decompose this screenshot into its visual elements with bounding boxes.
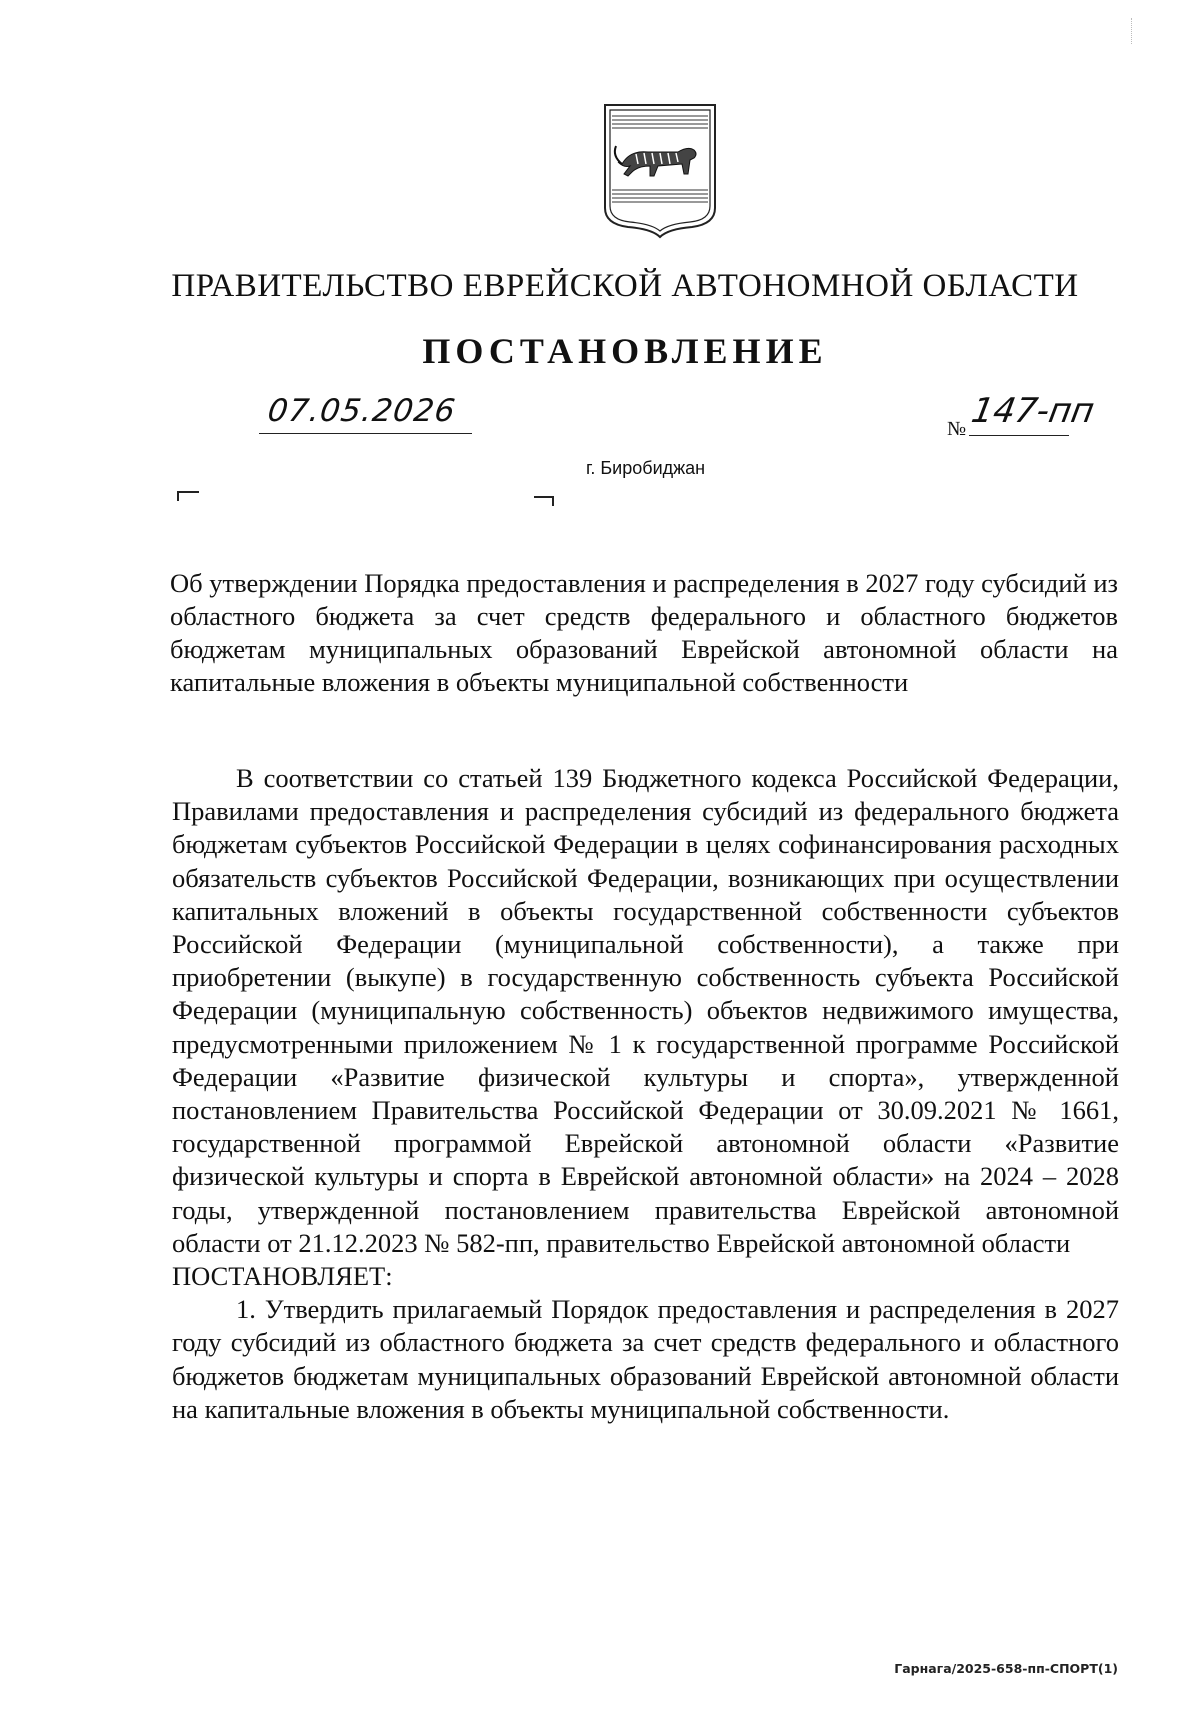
date-underline (259, 433, 472, 434)
document-body (172, 762, 1119, 1426)
scan-edge-mark (1131, 18, 1133, 44)
document-subject: Об утверждении Порядка предоставления и распределения в 2027 году субсидий из областного бюджета за счет средств федерального и областного бюджетов бюджетам муниципальных образований Еврейской автономной области на капитальные вложения в объекты муниципальной собственности (170, 568, 1118, 697)
preamble-paragraph: В соответствии со статьей 139 Бюджетного кодекса Российской Федерации, Правилами предоставления и распределения субсидий из федерального бюджета бюджетам субъектов Российской Федерации в целях софинансирования расходных обязательств субъектов Российской Федерации, возникающих при осуществлении капитальных вложений в объекты государственной собственности субъектов Российской Федерации (муниципальной собственности), а также при приобретении (выкупе) в государственную собственность субъекта Российской Федерации (муниципальную собственность) объектов недвижимого имущества, предусмотренными приложением № 1 к государственной программе Российской Федерации «Развитие физической культуры и спорта», утвержденной постановлением Правительства Российской Федерации от 30.09.2021 № 1661, государственной программой Еврейской автономной области «Развитие физической культуры и спорта в Еврейской автономной области» на 2024 – 2028 годы, утвержденной постановлением правительства Еврейской автономной области от 21.12.2023 № 582-пп, правительство Еврейской автономной области (172, 763, 1119, 1258)
subject-bracket-right (534, 496, 554, 506)
government-title: ПРАВИТЕЛЬСТВО ЕВРЕЙСКОЙ АВТОНОМНОЙ ОБЛАСТИ (171, 268, 1079, 304)
subject-bracket-left (177, 491, 199, 501)
number-underline (969, 435, 1069, 436)
city-label: г. Биробиджан (586, 458, 706, 478)
coat-of-arms-icon (602, 102, 718, 240)
footer-reference: Гарнага/2025-658-пп-СПОРТ(1) (894, 1661, 1118, 1676)
number-label: № (947, 418, 967, 440)
number-handwritten: 147-пп (968, 391, 1098, 431)
document-type: ПОСТАНОВЛЕНИЕ (422, 331, 828, 371)
item-1-paragraph: 1. Утвердить прилагаемый Порядок предоставления и распределения в 2027 году субсидий из областного бюджета за счет средств федерального и областного бюджетов бюджетам муниципальных образований Еврейской автономной области на капитальные вложения в объекты муниципальной собственности. (172, 1294, 1119, 1424)
tiger-icon (615, 146, 696, 176)
date-handwritten: 07.05.2026 (265, 393, 459, 429)
resolves-heading: ПОСТАНОВЛЯЕТ: (172, 1261, 393, 1292)
